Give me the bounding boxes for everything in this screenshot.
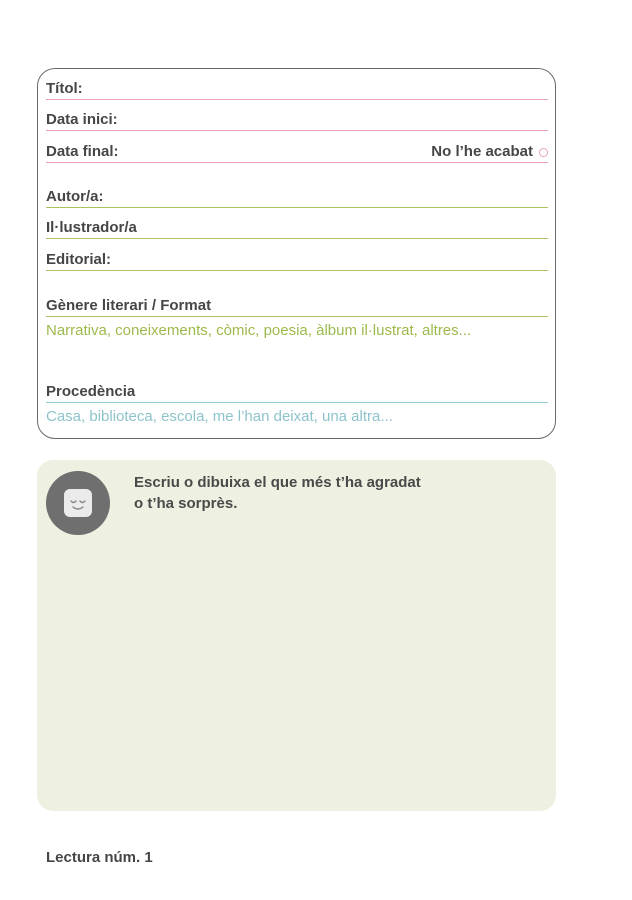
genre-options-hint: Narrativa, coneixements, còmic, poesia, àlbum il·lustrat, altres... <box>46 322 472 339</box>
reading-number-label: Lectura núm. 1 <box>46 849 153 866</box>
origin-field[interactable] <box>46 383 548 403</box>
comment-drawing-area[interactable] <box>37 460 556 811</box>
not-finished-radio[interactable] <box>539 148 548 157</box>
publisher-field[interactable] <box>46 251 548 271</box>
genre-label: Gènere literari / Format <box>46 297 212 314</box>
origin-label: Procedència <box>46 383 136 400</box>
comment-prompt <box>134 472 534 514</box>
title-field[interactable] <box>46 80 548 100</box>
genre-field[interactable] <box>46 297 548 317</box>
illustrator-label: Il·lustrador/a <box>46 219 137 236</box>
title-label: Títol: <box>46 80 83 97</box>
not-finished-label: No l’he acabat <box>431 143 533 160</box>
origin-options-hint: Casa, biblioteca, escola, me l’han deixat, una altra... <box>46 408 393 425</box>
author-label: Autor/a: <box>46 188 104 205</box>
author-field[interactable] <box>46 188 548 208</box>
smiley-face-icon <box>63 488 93 518</box>
illustrator-field[interactable] <box>46 219 548 239</box>
smiley-badge <box>46 471 110 535</box>
end-date-label: Data final: <box>46 143 119 160</box>
not-finished-option[interactable] <box>431 143 548 161</box>
book-info-card <box>37 68 556 439</box>
prompt-line-2: o t’ha sorprès. <box>134 495 238 512</box>
start-date-field[interactable] <box>46 111 548 131</box>
end-date-field[interactable] <box>46 143 548 163</box>
publisher-label: Editorial: <box>46 251 112 268</box>
start-date-label: Data inici: <box>46 111 118 128</box>
prompt-line-1: Escriu o dibuixa el que més t’ha agradat <box>134 474 421 491</box>
